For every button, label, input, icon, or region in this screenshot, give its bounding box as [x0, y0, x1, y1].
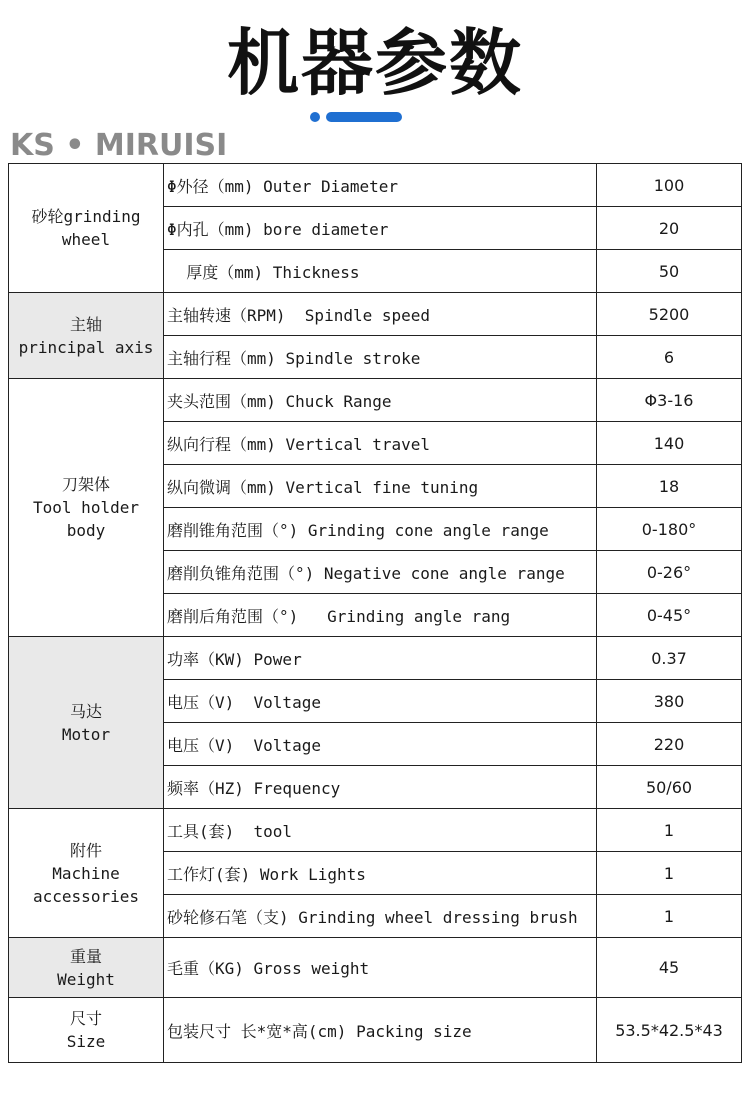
spec-table-body — [9, 164, 742, 1063]
parameter-label: 夹头范围（mm) Chuck Range — [164, 379, 597, 422]
parameter-value: Φ3-16 — [597, 379, 742, 422]
parameter-value: 140 — [597, 422, 742, 465]
table-row — [9, 164, 742, 207]
parameter-value: 1 — [597, 895, 742, 938]
parameter-value: 53.5*42.5*43 — [597, 998, 742, 1063]
parameter-label: 磨削后角范围（°) Grinding angle rang — [164, 594, 597, 637]
spec-table — [8, 163, 742, 1063]
category-cell: 刀架体 Tool holder body — [9, 379, 164, 637]
parameter-value: 220 — [597, 723, 742, 766]
parameter-value: 45 — [597, 938, 742, 998]
parameter-label: Φ外径（mm) Outer Diameter — [164, 164, 597, 207]
parameter-label: 主轴转速（RPM) Spindle speed — [164, 293, 597, 336]
parameter-value: 18 — [597, 465, 742, 508]
parameter-label: 电压（V) Voltage — [164, 680, 597, 723]
parameter-label: 磨削锥角范围（°) Grinding cone angle range — [164, 508, 597, 551]
parameter-value: 0-26° — [597, 551, 742, 594]
table-row — [9, 998, 742, 1063]
parameter-value: 20 — [597, 207, 742, 250]
category-cell: 主轴 principal axis — [9, 293, 164, 379]
parameter-value: 0-180° — [597, 508, 742, 551]
parameter-label: 纵向行程（mm) Vertical travel — [164, 422, 597, 465]
parameter-label: 包装尺寸 长*宽*高(cm) Packing size — [164, 998, 597, 1063]
table-row — [9, 379, 742, 422]
category-cell: 尺寸 Size — [9, 998, 164, 1063]
parameter-label: 毛重（KG) Gross weight — [164, 938, 597, 998]
table-row — [9, 293, 742, 336]
parameter-label: 工具(套) tool — [164, 809, 597, 852]
table-row — [9, 809, 742, 852]
parameter-label: Φ内孔（mm) bore diameter — [164, 207, 597, 250]
category-cell: 重量 Weight — [9, 938, 164, 998]
category-cell: 马达 Motor — [9, 637, 164, 809]
parameter-value: 380 — [597, 680, 742, 723]
brand-label: KS • MIRUISI — [10, 128, 228, 163]
parameter-label: 功率（KW) Power — [164, 637, 597, 680]
parameter-value: 1 — [597, 809, 742, 852]
parameter-label: 电压（V) Voltage — [164, 723, 597, 766]
parameter-value: 0.37 — [597, 637, 742, 680]
category-cell: 附件 Machine accessories — [9, 809, 164, 938]
page-title: 机器参数 — [226, 21, 523, 105]
category-cell: 砂轮grinding wheel — [9, 164, 164, 293]
parameter-value: 0-45° — [597, 594, 742, 637]
parameter-value: 50/60 — [597, 766, 742, 809]
parameter-label: 纵向微调（mm) Vertical fine tuning — [164, 465, 597, 508]
parameter-label: 主轴行程（mm) Spindle stroke — [164, 336, 597, 379]
parameter-label: 频率（HZ) Frequency — [164, 766, 597, 809]
parameter-value: 50 — [597, 250, 742, 293]
parameter-label: 工作灯(套) Work Lights — [164, 852, 597, 895]
parameter-label: 砂轮修石笔（支) Grinding wheel dressing brush — [164, 895, 597, 938]
parameter-label: 磨削负锥角范围（°) Negative cone angle range — [164, 551, 597, 594]
parameter-value: 1 — [597, 852, 742, 895]
table-row — [9, 938, 742, 998]
parameter-value: 5200 — [597, 293, 742, 336]
parameter-value: 6 — [597, 336, 742, 379]
table-row — [9, 637, 742, 680]
underline-bar — [326, 112, 402, 122]
parameter-value: 100 — [597, 164, 742, 207]
parameter-label: 厚度（mm) Thickness — [164, 250, 597, 293]
underline-dot — [310, 112, 320, 122]
